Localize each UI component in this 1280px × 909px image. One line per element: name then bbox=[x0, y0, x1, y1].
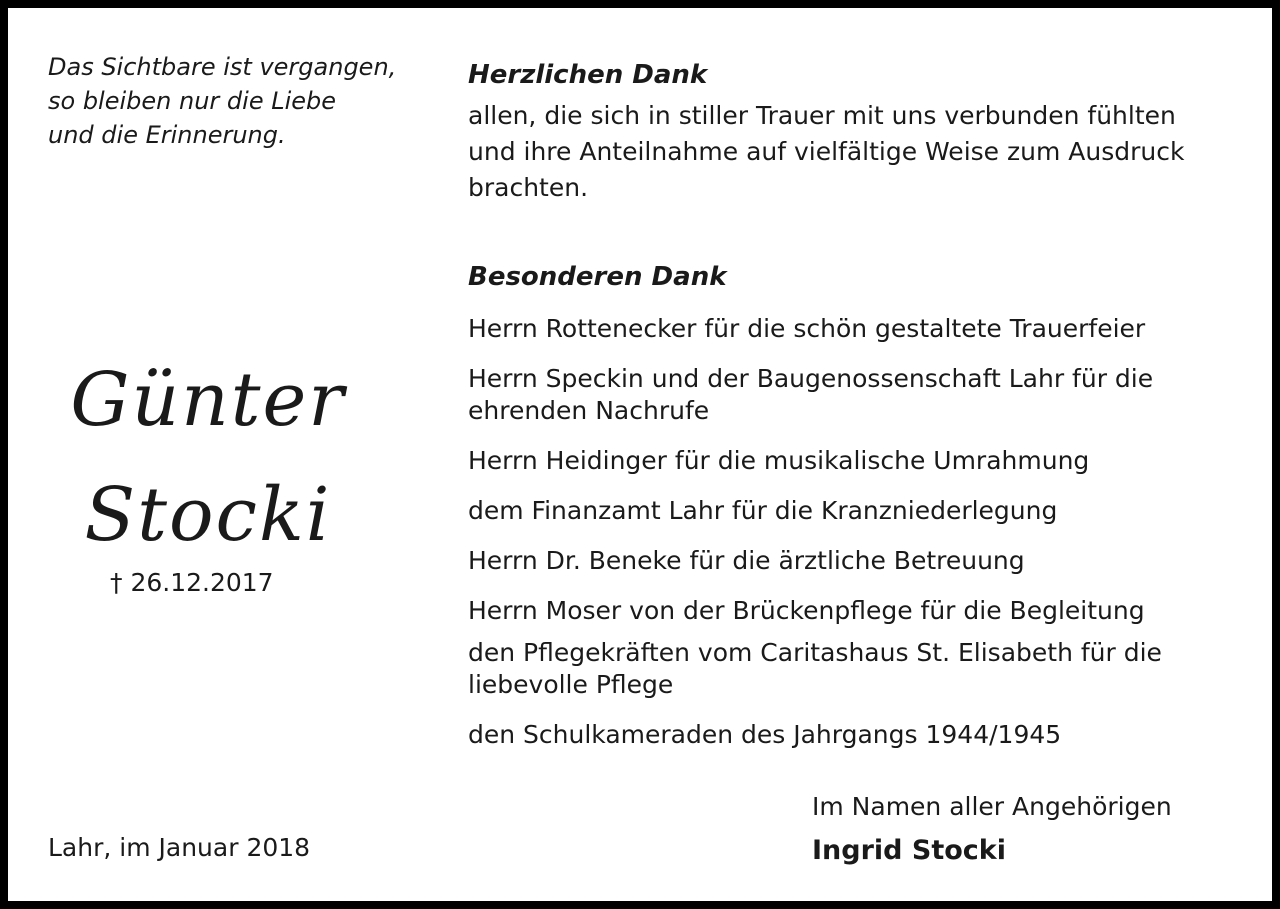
deceased-first-name: Günter bbox=[70, 357, 346, 443]
motto-line: Das Sichtbare ist vergangen, bbox=[48, 53, 397, 81]
thanks-item bbox=[468, 719, 1258, 751]
heading-general-thanks: Herzlichen Dank bbox=[468, 60, 708, 90]
motto-quote bbox=[48, 50, 408, 152]
special-thanks-list bbox=[468, 313, 1258, 769]
general-thanks-line: und ihre Anteilnahme auf vielfältige Weise zum Ausdruck bbox=[468, 137, 1185, 166]
general-thanks-text bbox=[468, 98, 1248, 206]
signature-intro: Im Namen aller Angehörigen bbox=[812, 792, 1172, 821]
thanks-item-line: Herrn Moser von der Brückenpflege für die Begleitung bbox=[468, 596, 1145, 625]
signature-name: Ingrid Stocki bbox=[812, 835, 1007, 866]
thanks-item-line: Herrn Rottenecker für die schön gestaltete Trauerfeier bbox=[468, 314, 1146, 343]
place-and-date: Lahr, im Januar 2018 bbox=[48, 833, 311, 862]
thanks-item bbox=[468, 495, 1258, 527]
thanks-item-line: ehrenden Nachrufe bbox=[468, 396, 710, 425]
thanks-item-line: Herrn Speckin und der Baugenossenschaft Lahr für die bbox=[468, 364, 1154, 393]
thanks-item-line: dem Finanzamt Lahr für die Kranzniederlegung bbox=[468, 496, 1058, 525]
thanks-item-line: Herrn Dr. Beneke für die ärztliche Betreuung bbox=[468, 546, 1025, 575]
thanks-item bbox=[468, 363, 1258, 427]
thanks-item-line: den Schulkameraden des Jahrgangs 1944/1945 bbox=[468, 720, 1062, 749]
thanks-item-line: Herrn Heidinger für die musikalische Umrahmung bbox=[468, 446, 1090, 475]
thanks-item bbox=[468, 445, 1258, 477]
thanks-item-line: liebevolle Pflege bbox=[468, 670, 674, 699]
thanks-item-line: den Pflegekräften vom Caritashaus St. Elisabeth für die bbox=[468, 638, 1162, 667]
death-date: † 26.12.2017 bbox=[110, 568, 274, 597]
thanks-item bbox=[468, 545, 1258, 577]
general-thanks-line: allen, die sich in stiller Trauer mit uns verbunden fühlten bbox=[468, 101, 1176, 130]
motto-line: und die Erinnerung. bbox=[48, 121, 286, 149]
thanks-item bbox=[468, 595, 1258, 627]
general-thanks-line: brachten. bbox=[468, 173, 589, 202]
heading-special-thanks: Besonderen Dank bbox=[468, 262, 727, 292]
motto-line: so bleiben nur die Liebe bbox=[48, 87, 337, 115]
deceased-last-name: Stocki bbox=[84, 472, 332, 558]
thanks-item bbox=[468, 313, 1258, 345]
thanks-item bbox=[468, 637, 1258, 701]
